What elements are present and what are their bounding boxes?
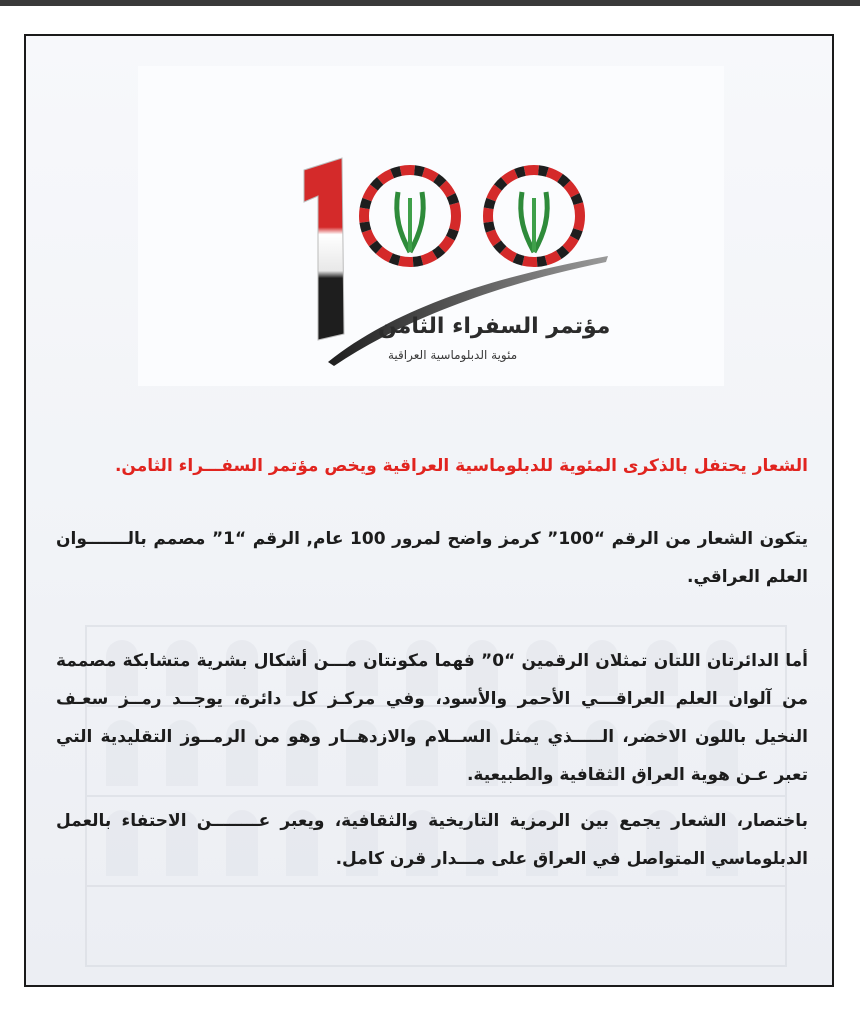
top-bar — [0, 0, 860, 6]
paragraph-2: أما الدائرتان اللتان تمثلان الرقمين “0” فهما مكونتان مـــن أشكال بشرية متشابكة مصممة من آلوان العلم العراقـــي الأحمر والأسود، وفي مركـز كل دائرة، يوجــد رمــز سعـف النخيل باللون الاخضر، الـــــذي يمثل الســلام والازدهــار وهو من الرمــوز التقليدية التي تعبر عـن هوية العراق الثقافية والطبيعية. — [56, 651, 809, 785]
paragraph-1: يتكون الشعار من الرقم “100” كرمز واضح لمرور 100 عام, الرقم “1” مصمم بالـــــــوان العلم العراقي. — [56, 529, 808, 587]
document-frame — [24, 34, 834, 987]
circle-one-shape — [364, 170, 456, 262]
logo-subtitle: مئوية الدبلوماسية العراقية — [388, 348, 518, 362]
logo-title: مؤتمر السفراء الثامن — [378, 314, 611, 339]
logo-panel — [138, 66, 724, 386]
circle-two-shape — [488, 170, 580, 262]
paragraph-3: باختصار، الشعار يجمع بين الرمزية التاريخية والثقافية، ويعبر عــــــــن الاحتفاء بالعمل الدبلوماسي المتواصل في العراق على مـــدار قرن كامل. — [56, 811, 808, 869]
digit-one-shape — [304, 158, 344, 340]
heading: الشعار يحتفل بالذكرى المئوية للدبلوماسية العراقية ويخص مؤتمر السفـــراء الثامن. — [114, 456, 808, 476]
